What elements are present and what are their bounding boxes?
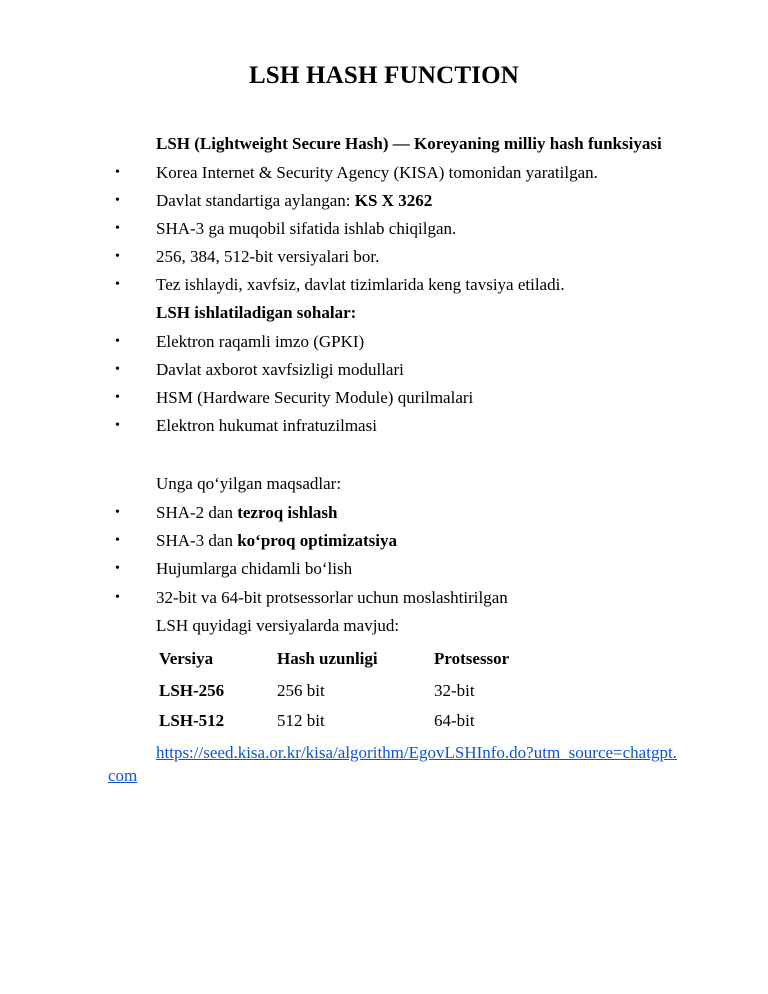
list-item: 256, 384, 512-bit versiyalari bor. [156, 247, 380, 266]
bullet-icon: • [115, 277, 120, 292]
bullet-icon: • [115, 249, 120, 264]
goals-heading: Unga qo‘yilgan maqsadlar: [156, 474, 342, 493]
bullet-icon: • [115, 590, 120, 605]
table-cell: 32-bit [434, 681, 475, 700]
list-item: HSM (Hardware Security Module) qurilmalari [156, 388, 474, 407]
table-cell: 512 bit [277, 711, 325, 730]
table-header: Versiya [159, 649, 214, 668]
list-item: Korea Internet & Security Agency (KISA) tomonidan yaratilgan. [156, 163, 598, 182]
list-item: Davlat standartiga aylangan: KS X 3262 [156, 191, 433, 210]
list-item: Elektron hukumat infratuzilmasi [156, 416, 377, 435]
list-item: Hujumlarga chidamli bo‘lish [156, 559, 353, 578]
list-item: SHA-3 ga muqobil sifatida ishlab chiqilgan. [156, 219, 457, 238]
table-cell: 64-bit [434, 711, 475, 730]
usage-heading: LSH ishlatiladigan sohalar: [156, 303, 357, 322]
versions-intro: LSH quyidagi versiyalarda mavjud: [156, 616, 400, 635]
bullet-icon: • [115, 533, 120, 548]
subtitle: LSH (Lightweight Secure Hash) — Koreyaning milliy hash funksiyasi [156, 134, 662, 153]
list-item: Tez ishlaydi, xavfsiz, davlat tizimlarida keng tavsiya etiladi. [156, 275, 565, 294]
list-item: Davlat axborot xavfsizligi modullari [156, 360, 404, 379]
table-cell: 256 bit [277, 681, 325, 700]
bullet-icon: • [115, 362, 120, 377]
bullet-icon: • [115, 390, 120, 405]
list-item: Elektron raqamli imzo (GPKI) [156, 332, 365, 351]
bullet-icon: • [115, 505, 120, 520]
list-item: 32-bit va 64-bit protsessorlar uchun moslashtirilgan [156, 588, 508, 607]
page-title: LSH HASH FUNCTION [248, 62, 520, 89]
standard-code: KS X 3262 [354, 191, 433, 210]
bullet-icon: • [115, 193, 120, 208]
bullet-icon: • [115, 165, 120, 180]
bullet-icon: • [115, 221, 120, 236]
bullet-icon: • [115, 561, 120, 576]
table-cell: LSH-512 [159, 711, 225, 730]
list-item: SHA-2 dan tezroq ishlash [156, 503, 338, 522]
table-header: Protsessor [434, 649, 510, 668]
bullet-icon: • [115, 418, 120, 433]
source-link[interactable]: https://seed.kisa.or.kr/kisa/algorithm/EgovLSHInfo.do?utm_source=chatgpt. [156, 743, 677, 762]
list-item: SHA-3 dan ko‘proq optimizatsiya [156, 531, 398, 550]
table-cell: LSH-256 [159, 681, 225, 700]
table-header: Hash uzunligi [277, 649, 378, 668]
source-link-continued[interactable]: com [108, 766, 138, 785]
bullet-icon: • [115, 334, 120, 349]
